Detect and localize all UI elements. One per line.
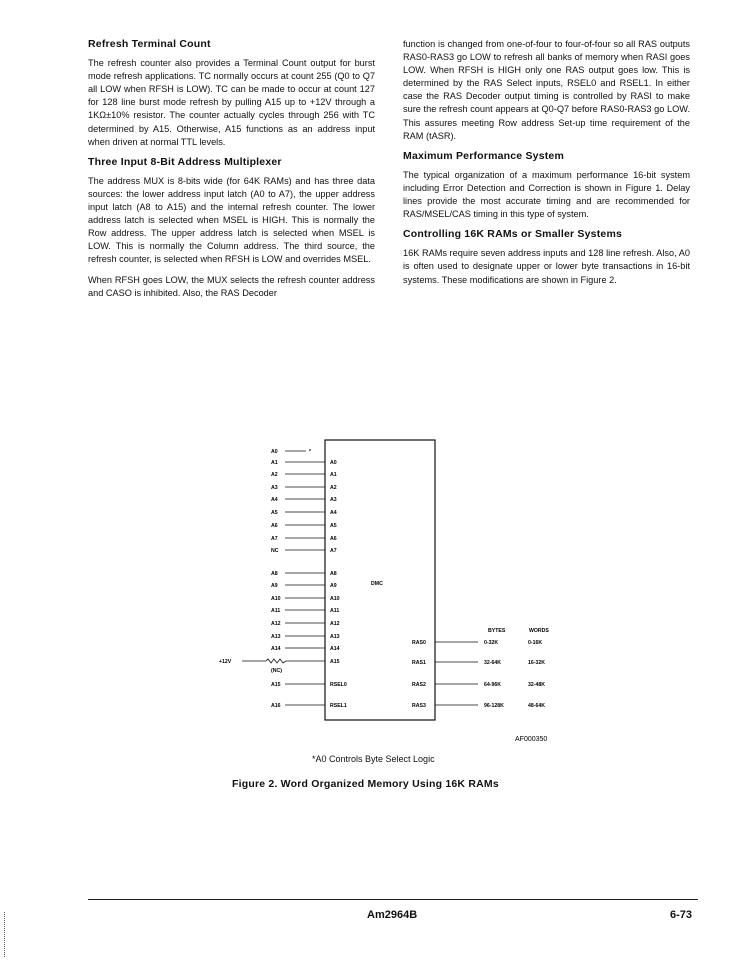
left-signal-label: A13: [271, 634, 281, 640]
chip-pin-label: A11: [330, 608, 340, 614]
left-signal-label: A12: [271, 621, 281, 627]
ras-pin-label: RAS2: [412, 682, 426, 688]
words-range: 0-16K: [528, 640, 543, 646]
left-signal-label: A8: [271, 571, 278, 577]
footer-part-number: Am2964B: [367, 909, 418, 921]
words-range: 32-48K: [528, 682, 546, 688]
left-signal-label: NC: [271, 548, 279, 554]
words-header: WORDS: [529, 628, 549, 634]
words-range: 48-64K: [528, 703, 546, 709]
footer-page-number: 6-73: [670, 909, 693, 921]
left-signal-label: A1: [271, 460, 278, 466]
figure-caption: Figure 2. Word Organized Memory Using 16K RAMs: [232, 778, 499, 790]
paragraph-address-mux-1: The address MUX is 8-bits wide (for 64K RAMs) and has three data sources: the lower address input latch (A0 to A7), the upper address input latch (A8 to A15) and the internal refresh counter. The lower address latch is selected when MSEL is HIGH. This is normally the Row address. The upper address latch is selected when MSEL is LOW. This is normally the Column address. The third source, the refresh counter, is selected when RFSH is LOW and overrides MSEL.: [88, 175, 375, 265]
chip-pin-label: A9: [330, 583, 337, 589]
left-signal-label: A4: [271, 497, 278, 503]
chip-pin-label: A7: [330, 548, 337, 554]
section-heading-address-multiplexer: Three Input 8-Bit Address Multiplexer: [88, 155, 282, 168]
section-heading-16k-rams: Controlling 16K RAMs or Smaller Systems: [403, 228, 623, 241]
ras-pin-label: RAS3: [412, 703, 426, 709]
left-signal-label: A2: [271, 472, 278, 478]
dmc-chip-box: [325, 440, 435, 720]
chip-pin-label: A12: [330, 621, 340, 627]
chip-pin-label: A0: [330, 460, 337, 466]
figure-code: AF000350: [515, 736, 548, 743]
left-signal-label: A9: [271, 583, 278, 589]
left-signal-label: A11: [271, 608, 281, 614]
star-mark: *: [309, 449, 312, 455]
chip-label: DMC: [371, 581, 383, 587]
ras-pin-label: RAS0: [412, 640, 426, 646]
paragraph-max-performance: The typical organization of a maximum performance 16-bit system including Error Detection and Correction is shown in Figure 1. Delay lines provide the most accurate timing and are recommended for RAS/MSEL/CAS timing in this type of system.: [403, 169, 690, 220]
section-heading-refresh-terminal-count: Refresh Terminal Count: [88, 38, 211, 50]
chip-pin-label: A3: [330, 497, 337, 503]
left-signal-label: A3: [271, 485, 278, 491]
left-signal-label: A0: [271, 449, 278, 455]
chip-pin-label: A4: [330, 510, 337, 516]
resistor-icon: [266, 659, 286, 663]
ras-pin-label: RAS1: [412, 660, 426, 666]
section-heading-max-performance: Maximum Performance System: [403, 149, 565, 162]
chip-pin-label: A2: [330, 485, 337, 491]
chip-pin-label: A6: [330, 536, 337, 542]
chip-pin-label: A1: [330, 472, 337, 478]
chip-pin-label: RSEL1: [330, 703, 347, 709]
bytes-header: BYTES: [488, 628, 506, 634]
scan-edge-marks: [4, 912, 7, 957]
left-signal-label: A16: [271, 703, 281, 709]
left-signal-label: A5: [271, 510, 278, 516]
chip-pin-label: RSEL0: [330, 682, 347, 688]
bytes-range: 64-96K: [484, 682, 502, 688]
bytes-range: 96-128K: [484, 703, 504, 709]
paragraph-ras-decoder-continued: function is changed from one-of-four to four-of-four so all RAS outputs RAS0-RAS3 go LOW to refresh all banks of memory when RASI goes LOW. When RFSH is HIGH only one RAS output goes low. This is determined by the RAS Select inputs, RSEL0 and RSEL1. In either case the RAS Decoder output timing is controlled by RASI to make sure the refresh count appears at Q0-Q7 before RAS0-RAS3 go LOW. This assures meeting Row address Set-up time requirement of the RAM (tASR).: [403, 39, 690, 141]
chip-pin-label: A8: [330, 571, 337, 577]
left-signal-label: +12V: [219, 659, 232, 665]
chip-pin-label: A10: [330, 596, 340, 602]
chip-pin-label: A14: [330, 646, 340, 652]
left-signal-label: A15: [271, 682, 281, 688]
words-range: 16-32K: [528, 660, 546, 666]
left-signal-label: A7: [271, 536, 278, 542]
bytes-range: 0-32K: [484, 640, 499, 646]
paragraph-refresh-terminal-count: The refresh counter also provides a Terminal Count output for burst mode refresh applications. TC normally occurs at count 255 (Q0 to Q7 all LOW when RFSH is LOW). TC can be made to occur at count 127 for 128 line burst mode refresh by pulling A15 up to +12V through a 1KΩ±10% resistor. The counter actually cycles through 256 with TC determined by A15. Otherwise, A15 functions as an address input when driven at normal TTL levels.: [88, 58, 375, 147]
chip-pin-label: A15: [330, 659, 340, 665]
nc-label: (NC): [271, 668, 282, 674]
bytes-range: 32-64K: [484, 660, 502, 666]
left-signal-label: A10: [271, 596, 281, 602]
left-signal-label: A14: [271, 646, 281, 652]
figure-footnote: *A0 Controls Byte Select Logic: [312, 754, 435, 764]
chip-pin-label: A13: [330, 634, 340, 640]
paragraph-address-mux-2: When RFSH goes LOW, the MUX selects the refresh counter address and CASO is inhibited. Also, the RAS Decoder: [88, 274, 375, 298]
chip-pin-label: A5: [330, 523, 337, 529]
footer-rule: [88, 899, 698, 900]
paragraph-16k-rams: 16K RAMs require seven address inputs and 128 line refresh. Also, A0 is often used to designate upper or lower byte transactions in 16-bit systems. These modifications are shown in Figure 2.: [403, 248, 690, 285]
left-signal-label: A6: [271, 523, 278, 529]
